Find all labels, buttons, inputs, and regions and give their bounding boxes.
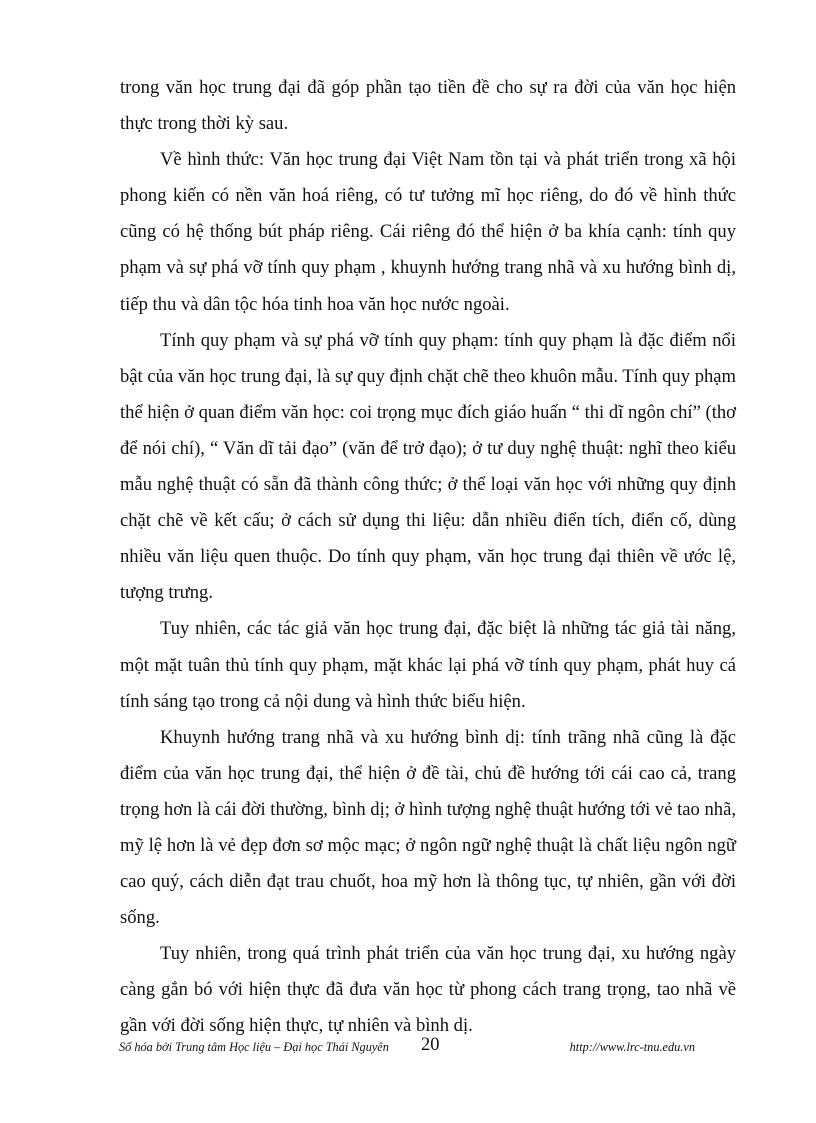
footer-source: Số hóa bởi Trung tâm Học liệu – Đại học Thái Nguyên — [119, 1040, 389, 1054]
paragraph-continued: trong văn học trung đại đã góp phần tạo tiền đề cho sự ra đời của văn học hiện thực trong thời kỳ sau. — [120, 77, 736, 135]
page-footer — [119, 1035, 739, 1065]
paragraph-breaking-norms: Tuy nhiên, các tác giả văn học trung đại, đặc biệt là những tác giả tài năng, một mặt tuân thủ tính quy phạm, mặt khác lại phá vỡ tính quy phạm, phát huy cá tính sáng tạo trong cả nội dung và hình thức biểu hiện. — [120, 618, 736, 712]
page-body — [120, 70, 736, 1045]
paragraph-elegance: Khuynh hướng trang nhã và xu hướng bình dị: tính trãng nhã cũng là đặc điểm của văn học trung đại, thể hiện ở đề tài, chủ đề hướng tới cái cao cả, trang trọng hơn là cái đời thường, bình dị; ở hình tượng nghệ thuật hướng tới vẻ tao nhã, mỹ lệ hơn là vẻ đẹp đơn sơ mộc mạc; ở ngôn ngữ nghệ thuật là chất liệu ngôn ngữ cao quý, cách diễn đạt trau chuốt, hoa mỹ hơn là thông tục, tự nhiên, gần với đời sống. — [120, 726, 736, 929]
paragraph-form: Về hình thức: Văn học trung đại Việt Nam tồn tại và phát triển trong xã hội phong kiến có nền văn hoá riêng, có tư tưởng mĩ học riêng, do đó về hình thức cũng có hệ thống bút pháp riêng. Cái riêng đó thể hiện ở ba khía cạnh: tính quy phạm và sự phá vỡ tính quy phạm , khuynh hướng trang nhã và xu hướng bình dị, tiếp thu và dân tộc hóa tinh hoa văn học nước ngoài. — [120, 149, 736, 315]
paragraph-normativity: Tính quy phạm và sự phá vỡ tính quy phạm: tính quy phạm là đặc điểm nổi bật của văn học trung đại, là sự quy định chặt chẽ theo khuôn mẫu. Tính quy phạm thể hiện ở quan điểm văn học: coi trọng mục đích giáo huấn “ thi dĩ ngôn chí” (thơ để nói chí), “ Văn dĩ tải đạo” (văn để trở đạo); ở tư duy nghệ thuật: nghĩ theo kiểu mẫu nghệ thuật có sẵn đã thành công thức; ở thể loại văn học với những quy định chặt chẽ về kết cấu; ở cách sử dụng thi liệu: dẫn nhiều điển tích, điển cố, dùng nhiều văn liệu quen thuộc. Do tính quy phạm, văn học trung đại thiên về ước lệ, tượng trưng. — [120, 329, 736, 604]
footer-url: http://www.lrc-tnu.edu.vn — [569, 1040, 695, 1054]
page-number: 20 — [421, 1035, 440, 1055]
paragraph-simplicity: Tuy nhiên, trong quá trình phát triển của văn học trung đại, xu hướng ngày càng gắn bó với hiện thực đã đưa văn học từ phong cách trang trọng, tao nhã về gần với đời sống hiện thực, tự nhiên và bình dị. — [120, 943, 736, 1037]
